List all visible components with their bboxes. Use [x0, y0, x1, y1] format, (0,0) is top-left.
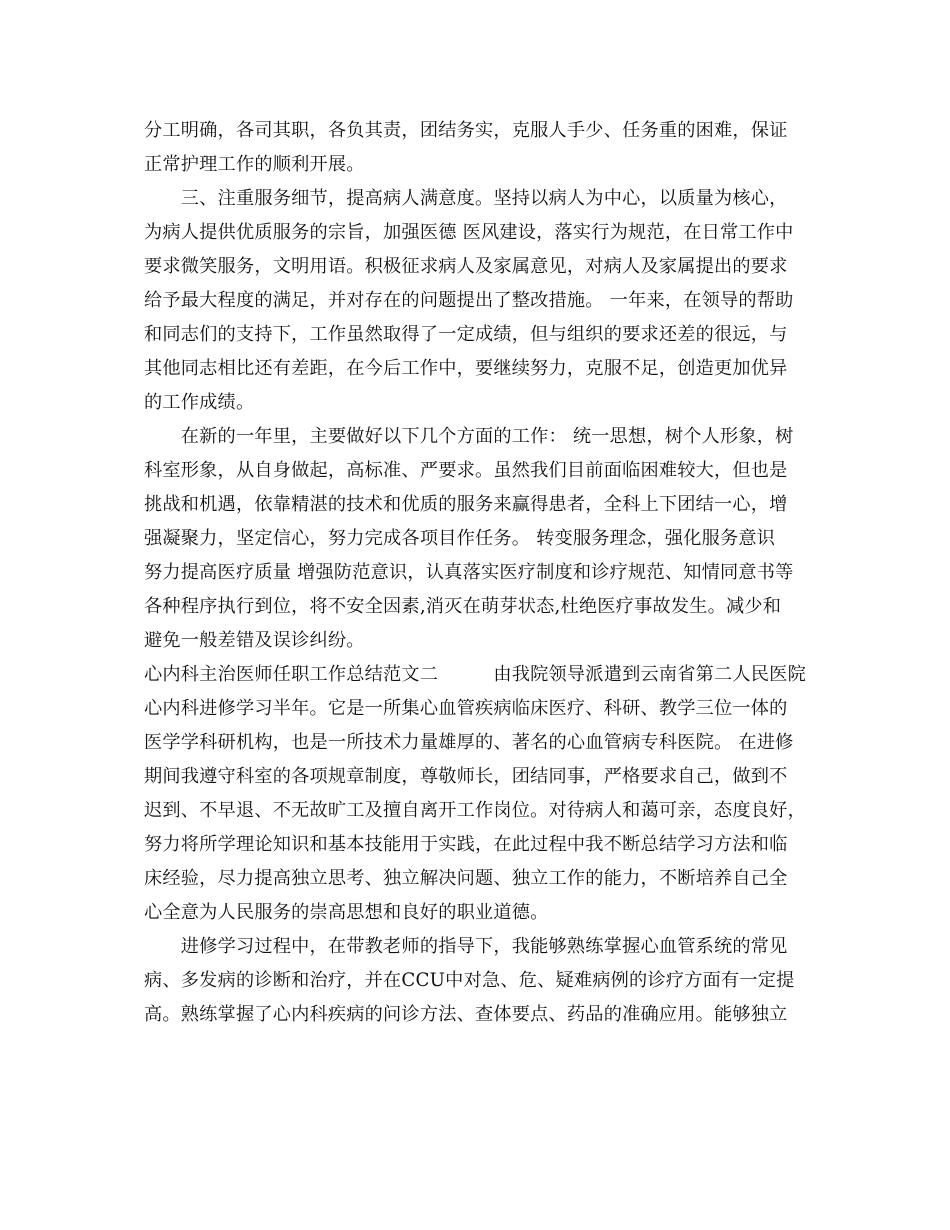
text-line: 心全意为人民服务的崇高思想和良好的职业道德。 [144, 902, 549, 923]
text-line: 病、多发病的诊断和治疗，并在CCU中对急、危、疑难病例的诊疗方面有一定提 [144, 970, 795, 991]
text-line: 在新的一年里，主要做好以下几个方面的工作： 统一思想，树个人形象，树 [144, 426, 794, 447]
text-line: 强凝聚力，坚定信心，努力完成各项目作任务。 转变服务理念，强化服务意识 [144, 528, 776, 549]
text-line: 高。熟练掌握了心内科疾病的问诊方法、查体要点、药品的准确应用。能够独立 [144, 1004, 788, 1025]
text-line: 挑战和机遇，依靠精湛的技术和优质的服务来赢得患者，全科上下团结一心，增 [144, 494, 788, 515]
text-line: 三、注重服务细节，提高病人满意度。坚持以病人为中心，以质量为核心， [144, 188, 788, 209]
text-line: 迟到、不早退、不无故旷工及擅自离开工作岗位。对待病人和蔼可亲，态度良好， [144, 800, 806, 821]
text-line: 为病人提供优质服务的宗旨，加强医德 医风建设，落实行为规范，在日常工作中 [144, 222, 794, 243]
text-line: 要求微笑服务，文明用语。积极征求病人及家属意见，对病人及家属提出的要求 [144, 256, 788, 277]
text-line: 努力提高医疗质量 增强防范意识，认真落实医疗制度和诊疗规范、知情同意书等 [144, 562, 794, 583]
text-line: 各种程序执行到位，将不安全因素,消灭在萌芽状态,杜绝医疗事故发生。减少和 [144, 596, 782, 617]
text-line: 科室形象，从自身做起，高标准、严要求。虽然我们目前面临困难较大，但也是 [144, 460, 788, 481]
text-line: 正常护理工作的顺利开展。 [144, 154, 365, 175]
text-line: 的工作成绩。 [144, 392, 255, 413]
text-line: 避免一般差错及误诊纠纷。 [144, 630, 365, 651]
text-line: 医学学科研机构，也是一所技术力量雄厚的、著名的心血管病专科医院。 在进修 [144, 732, 794, 753]
text-line: 努力将所学理论知识和基本技能用于实践，在此过程中我不断总结学习方法和临 [144, 834, 788, 855]
section-heading-line: 心内科主治医师任职工作总结范文二 由我院领导派遣到云南省第二人民医院 [144, 664, 806, 685]
text-line: 和同志们的支持下，工作虽然取得了一定成绩，但与组织的要求还差的很远，与 [144, 324, 788, 345]
text-line: 分工明确，各司其职，各负其责，团结务实，克服人手少、任务重的困难，保证 [144, 120, 788, 141]
document-body [144, 114, 806, 1032]
text-line: 床经验，尽力提高独立思考、独立解决问题、独立工作的能力，不断培养自己全 [144, 868, 788, 889]
text-line: 其他同志相比还有差距，在今后工作中，要继续努力，克服不足，创造更加优异 [144, 358, 788, 379]
text-line: 进修学习过程中，在带教老师的指导下，我能够熟练掌握心血管系统的常见 [144, 936, 788, 957]
text-line: 给予最大程度的满足，并对存在的问题提出了整改措施。 一年来，在领导的帮助 [144, 290, 794, 311]
text-line: 期间我遵守科室的各项规章制度，尊敬师长，团结同事，严格要求自己，做到不 [144, 766, 788, 787]
text-line: 心内科进修学习半年。它是一所集心血管疾病临床医疗、科研、教学三位一体的 [144, 698, 788, 719]
